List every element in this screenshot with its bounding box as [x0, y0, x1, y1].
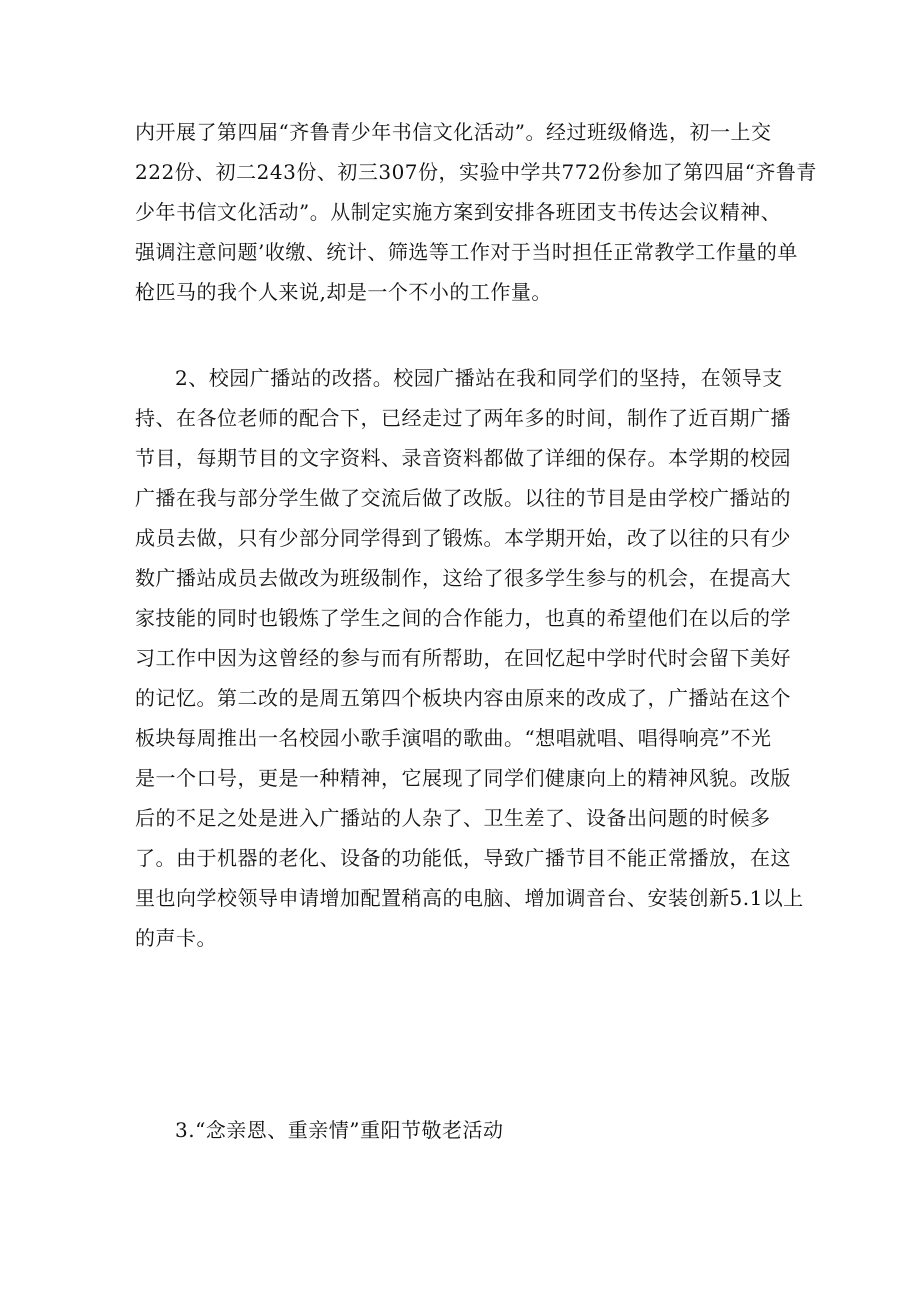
text-line: 板块每周推出一名校园小歌手演唱的歌曲。“想唱就唱、唱得响亮”不光	[135, 726, 772, 750]
text-line: 广播在我与部分学生做了交流后做了改版。以往的节目是由学校广播站的	[135, 486, 791, 510]
section-heading-chongyang	[135, 1110, 795, 1150]
text-line: 内开展了第四届“齐鲁青少年书信文化活动”。经过班级脩选，初一上交	[135, 120, 772, 144]
text-line: 里也向学校领导申请增加配置稍高的电脑、增加调音台、安装创新5.1以上	[135, 886, 804, 910]
text-line: 2、校园广播站的改搭。校园广播站在我和同学们的坚持，在领导支	[175, 366, 783, 390]
text-line: 节目，每期节目的文字资料、录音资料都做了详细的保存。本学期的校园	[135, 446, 791, 470]
text-line: 的声卡。	[135, 926, 217, 950]
text-line: 数广播站成员去做改为班级制作，这给了很多学生参与的机会，在提高大	[135, 566, 791, 590]
paragraph-letter-activity	[135, 112, 817, 312]
text-line: 后的不足之处是进入广播站的人杂了、卫生差了、设备出问题的时候多	[135, 806, 771, 830]
text-line: 成员去做，只有少部分同学得到了锻炼。本学期开始，改了以往的只有少	[135, 526, 791, 550]
text-line: 强调注意问题’收缴、统计、筛选等工作对于当时担任正常教学工作量的单	[135, 240, 798, 264]
text-line: 枪匹马的我个人来说,却是一个不小的工作量。	[135, 280, 552, 304]
section-heading: 3.“念亲恩、重亲情”重阳节敬老活动	[175, 1118, 504, 1142]
text-line: 持、在各位老师的配合下，已经走过了两年多的时间，制作了近百期广播	[135, 406, 791, 430]
text-line: 家技能的同时也锻炼了学生之间的合作能力，也真的希望他们在以后的学	[135, 606, 791, 630]
text-line: 222份、初二243份、初三307份，实验中学共772份参加了第四届“齐鲁青	[135, 160, 817, 184]
text-line: 是一个口号，更是一种精神，它展现了同学们健康向上的精神风貌。改版	[135, 766, 791, 790]
text-line: 少年书信文化活动”。从制定实施方案到安排各班团支书传达会议精神、	[135, 200, 782, 224]
text-line: 了。由于机器的老化、设备的功能低，导致广播节目不能正常播放，在这	[135, 846, 791, 870]
text-line: 的记忆。第二改的是周五第四个板块内容由原来的改成了，广播站在这个	[135, 686, 791, 710]
paragraph-broadcast-station	[135, 358, 804, 958]
text-line: 习工作中因为这曾经的参与而有所帮助，在回忆起中学时代时会留下美好	[135, 646, 791, 670]
